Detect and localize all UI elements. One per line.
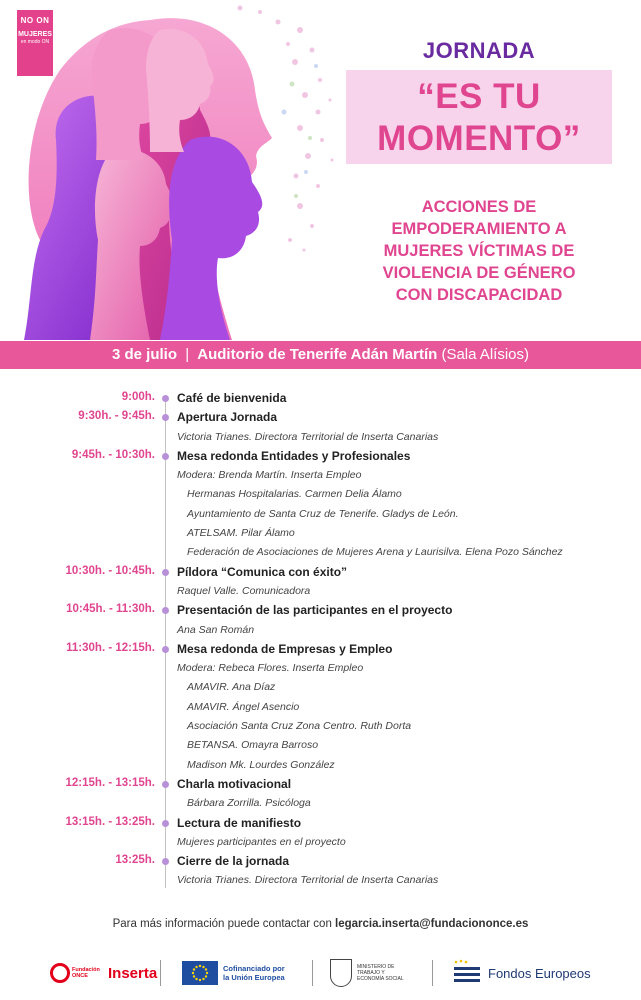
agenda-detail <box>0 678 641 697</box>
agenda-title: Charla motivacional <box>177 776 292 791</box>
timeline-dot-icon <box>162 569 169 576</box>
agenda-time: 10:45h. - 11:30h. <box>66 603 155 616</box>
contact-text: Para más información puede contactar con <box>112 918 332 930</box>
sponsor-logos <box>0 956 641 990</box>
contact-info <box>0 918 641 930</box>
agenda-title: Café de bienvenida <box>177 391 287 405</box>
subtitle-line: EMPODERAMIENTO A <box>391 220 567 238</box>
event-venue: Auditorio de Tenerife Adán Martín <box>197 346 438 363</box>
agenda-speaker: Ayuntamiento de Santa Cruz de Tenerife. Gladys de León. <box>187 507 459 520</box>
timeline-dot-icon <box>162 607 169 614</box>
agenda-detail <box>0 698 641 717</box>
eu-text-line-1: Cofinanciado por <box>223 964 285 973</box>
agenda-speaker: Mujeres participantes en el proyecto <box>177 835 346 848</box>
subtitle-line: CON DISCAPACIDAD <box>395 286 563 304</box>
event-date: 3 de julio <box>112 346 178 363</box>
agenda-item <box>0 447 641 466</box>
agenda-detail <box>0 736 641 755</box>
agenda-time: 9:45h. - 10:30h. <box>71 448 155 461</box>
agenda-title: Mesa redonda de Empresas y Empleo <box>177 641 393 656</box>
logo-divider <box>312 960 313 986</box>
agenda-speaker: Modera: Brenda Martín. Inserta Empleo <box>177 469 362 482</box>
eu-flag-icon <box>182 961 218 985</box>
agenda-speaker: BETANSA. Omayra Barroso <box>187 739 319 752</box>
timeline-dot-icon <box>162 395 169 402</box>
agenda-speaker: Modera: Rebeca Flores. Inserta Empleo <box>177 662 364 675</box>
fundacion-once-logo <box>50 956 157 990</box>
timeline-dot-icon <box>162 646 169 653</box>
inserta-label: Inserta <box>108 964 158 982</box>
agenda-title: Cierre de la jornada <box>177 854 290 869</box>
ministry-logo <box>330 956 407 990</box>
logo-divider <box>432 960 433 986</box>
agenda <box>0 389 641 891</box>
agenda-detail <box>0 428 641 447</box>
timeline-dot-icon <box>162 858 169 865</box>
fondos-europeos-icon <box>452 959 482 987</box>
agenda-detail <box>0 466 641 485</box>
timeline-dot-icon <box>162 453 169 460</box>
coat-of-arms-icon <box>330 959 352 987</box>
agenda-title: Píldora “Comunica con éxito” <box>177 564 348 579</box>
once-label: Fundación ONCE <box>72 967 100 979</box>
agenda-detail <box>0 756 641 775</box>
agenda-time: 11:30h. - 12:15h. <box>66 641 155 654</box>
agenda-time: 12:15h. - 13:15h. <box>65 776 155 789</box>
agenda-item <box>0 563 641 582</box>
agenda-title: Presentación de las participantes en el proyecto <box>177 603 453 618</box>
fondos-flag-icon <box>452 959 482 987</box>
agenda-title: Apertura Jornada <box>177 410 278 425</box>
agenda-title: Mesa redonda Entidades y Profesionales <box>177 448 411 463</box>
event-title <box>346 70 612 164</box>
agenda-speaker: AMAVIR. Ángel Asencio <box>187 700 300 713</box>
agenda-speaker: Madison Mk. Lourdes González <box>187 758 335 771</box>
agenda-item <box>0 408 641 427</box>
agenda-speaker: Victoria Trianes. Directora Territorial de Inserta Canarias <box>177 874 439 887</box>
logo-no-on: NO ON <box>20 16 50 25</box>
bar-separator: | <box>185 346 190 363</box>
event-room: (Sala Alísios) <box>441 346 529 363</box>
agenda-time: 10:30h. - 10:45h. <box>65 564 155 577</box>
eu-text-line-2: la Unión Europea <box>223 973 285 982</box>
ministry-label: MINISTERIO DE TRABAJO Y ECONOMÍA SOCIAL <box>357 964 404 982</box>
agenda-detail <box>0 659 641 678</box>
agenda-speaker: ATELSAM. Pilar Álamo <box>187 527 295 540</box>
event-label: JORNADA <box>422 38 536 63</box>
event-title-line-2: MOMENTO” <box>377 119 581 158</box>
agenda-detail <box>0 621 641 640</box>
eu-cofinanced-logo <box>182 956 285 990</box>
agenda-speaker: Raquel Valle. Comunicadora <box>177 584 311 597</box>
agenda-speaker: AMAVIR. Ana Díaz <box>187 681 276 694</box>
agenda-detail <box>0 524 641 543</box>
logo-divider <box>160 960 161 986</box>
agenda-detail <box>0 505 641 524</box>
timeline-dot-icon <box>162 781 169 788</box>
agenda-speaker: Hermanas Hospitalarias. Carmen Delia Álamo <box>187 488 402 501</box>
agenda-detail <box>0 717 641 736</box>
agenda-item <box>0 640 641 659</box>
agenda-detail <box>0 582 641 601</box>
agenda-speaker: Asociación Santa Cruz Zona Centro. Ruth Dorta <box>187 720 412 733</box>
subtitle-line: ACCIONES DE <box>421 198 537 216</box>
agenda-time: 13:25h. <box>115 854 155 867</box>
agenda-speaker: Victoria Trianes. Directora Territorial de Inserta Canarias <box>177 430 439 443</box>
eu-stars-icon <box>182 961 218 985</box>
agenda-speaker: Bárbara Zorrilla. Psicóloga <box>187 797 311 810</box>
agenda-detail <box>0 485 641 504</box>
logo-mujeres: MUJERES <box>18 31 52 38</box>
event-subtitle <box>346 196 612 306</box>
no-on-logo <box>17 10 53 76</box>
fondos-europeos-label: Fondos Europeos <box>488 965 591 981</box>
agenda-detail <box>0 543 641 562</box>
agenda-title: Lectura de manifiesto <box>177 815 302 830</box>
event-title-line-1: “ES TU <box>417 77 541 116</box>
logo-modo: en modo ON <box>20 39 50 45</box>
subtitle-line: VIOLENCIA DE GÉNERO <box>382 264 576 282</box>
once-icon <box>50 963 70 983</box>
timeline-dot-icon <box>162 414 169 421</box>
agenda-speaker: Ana San Román <box>177 623 255 636</box>
agenda-item <box>0 852 641 871</box>
agenda-item <box>0 389 641 408</box>
agenda-item <box>0 601 641 620</box>
agenda-detail <box>0 794 641 813</box>
eu-text <box>223 964 285 982</box>
fondos-europeos-logo <box>452 956 591 990</box>
agenda-item <box>0 775 641 794</box>
agenda-detail <box>0 833 641 852</box>
header <box>0 0 641 340</box>
contact-email-link[interactable]: legarcia.inserta@fundaciononce.es <box>335 918 529 930</box>
agenda-time: 9:00h. <box>121 391 155 403</box>
timeline-dot-icon <box>162 820 169 827</box>
agenda-time: 9:30h. - 9:45h. <box>78 410 155 423</box>
agenda-speaker: Federación de Asociaciones de Mujeres Arena y Laurisilva. Elena Pozo Sánchez <box>187 546 563 559</box>
agenda-item <box>0 814 641 833</box>
date-venue-bar <box>0 341 641 369</box>
subtitle-line: MUJERES VÍCTIMAS DE <box>383 242 575 260</box>
agenda-time: 13:15h. - 13:25h. <box>65 815 155 828</box>
agenda-detail <box>0 871 641 890</box>
